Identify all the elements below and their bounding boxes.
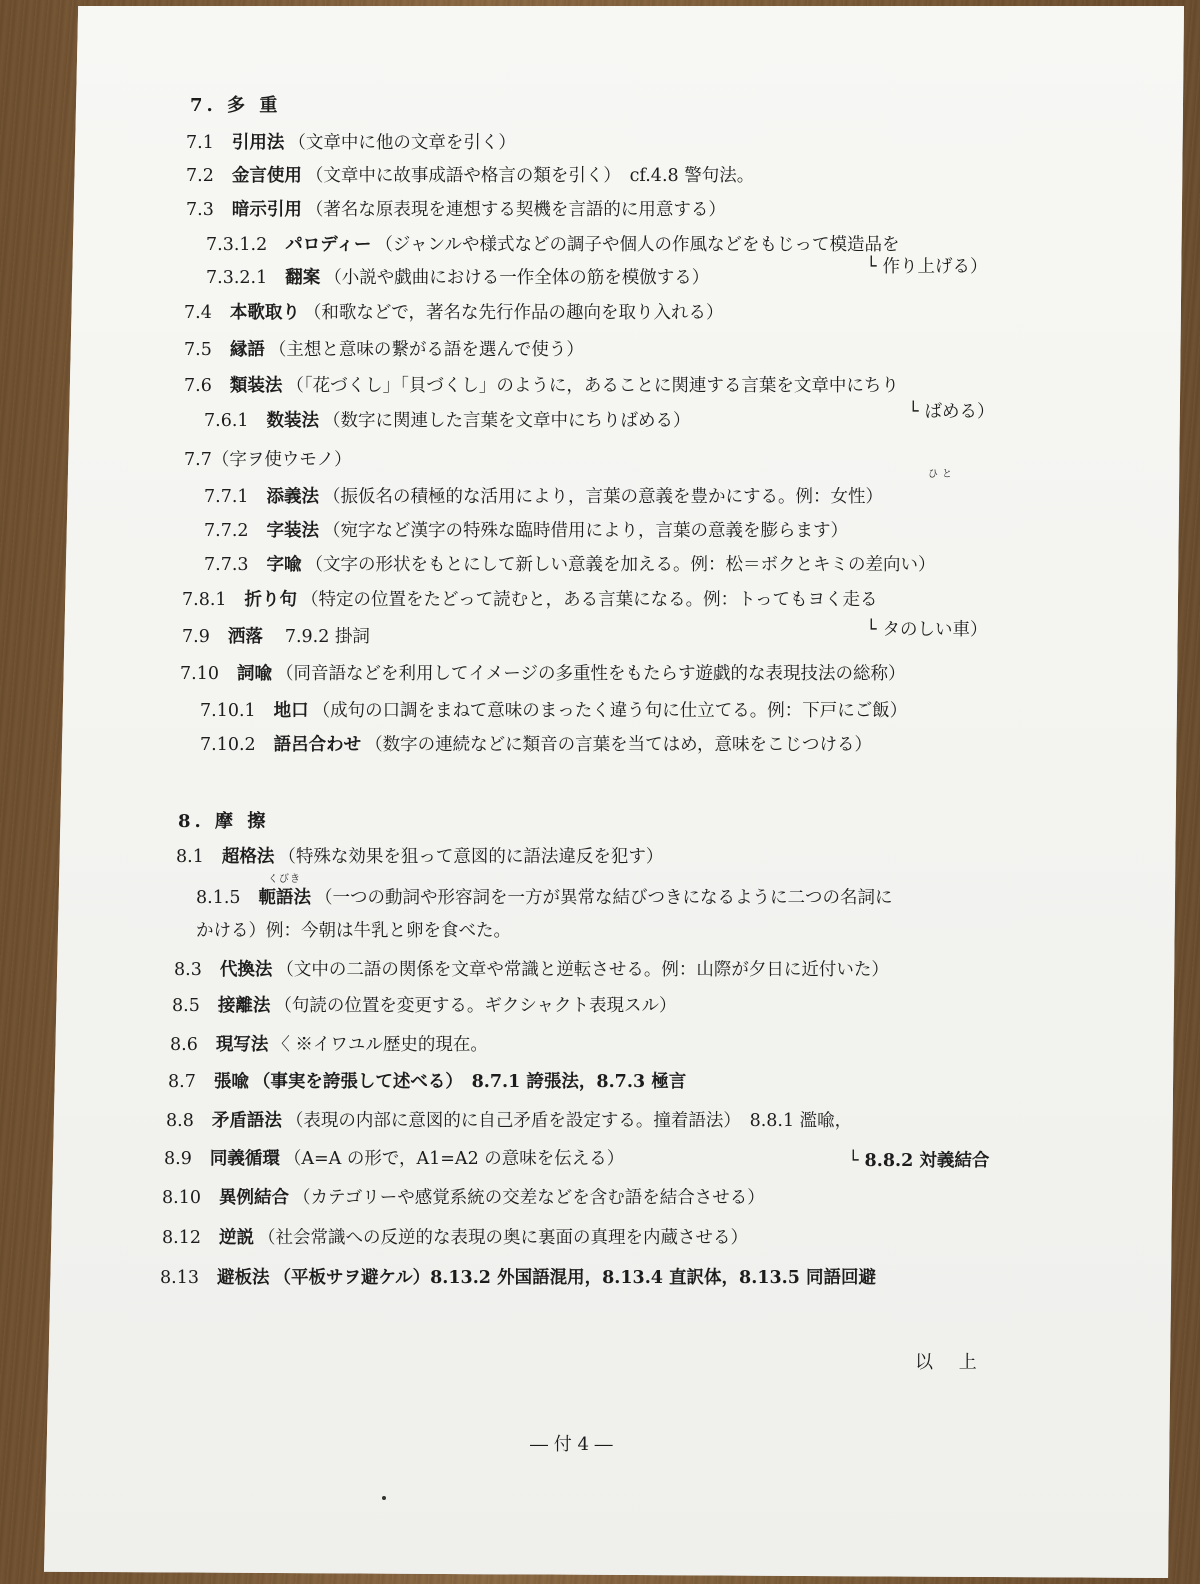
item-7-10: 7.10 詞喩 （同音語などを利用してイメージの多重性をもたらす遊戯的な表現技法の総称） (180, 664, 906, 684)
item-7-10-1: 7.10.1 地口 （成句の口調をまねて意味のまったく違う句に仕立てる。例：下戸にご飯） (200, 701, 908, 721)
item-7-3-2-1: 7.3.2.1 翻案 （小説や戯曲における一作全体の筋を模倣する） (206, 268, 710, 288)
section-8-title: 8. 摩 擦 (178, 811, 270, 832)
item-7-3-1-2: 7.3.1.2 パロディー （ジャンルや様式などの調子や個人の作風などをもじって模造品を (206, 235, 900, 255)
item-8-12: 8.12 逆説 （社会常識への反逆的な表現の奥に裏面の真理を内蔵させる） (162, 1228, 748, 1248)
item-7-7-1: 7.7.1 添義法 （振仮名の積極的な活用により，言葉の意義を豊かにする。例：女性） (204, 487, 884, 507)
corner-hook-icon: └ (848, 1151, 859, 1171)
item-8-5: 8.5 接離法 （句読の位置を変更する。ギクシャクト表現スル） (172, 996, 677, 1016)
item-7-2: 7.2 金言使用 （文章中に故事成語や格言の類を引く） cf.4.8 警句法。 (186, 166, 755, 186)
item-8-7: 8.7 張喩 （事実を誇張して述べる） 8.7.1 誇張法，8.7.3 極言 (168, 1072, 687, 1092)
corner-hook-icon: └ (866, 257, 877, 277)
ruby-annotation: くびき (268, 874, 301, 885)
closing-text: 以 上 (915, 1352, 987, 1373)
item-7-7-2: 7.7.2 字装法 （宛字など漢字の特殊な臨時借用により，言葉の意義を膨らます） (204, 521, 849, 541)
item-8-10: 8.10 異例結合 （カテゴリーや感覚系統の交差などを含む語を結合させる） (162, 1188, 765, 1208)
item-8-1-5: 8.1.5 軛語法 （一つの動詞や形容詞を一方が異常な結びつきになるように二つの名詞に (196, 888, 893, 908)
item-8-1: 8.1 超格法 （特殊な効果を狙って意図的に語法違反を犯す） (176, 847, 664, 867)
item-8-9: 8.9 同義循環 （A=A の形で，A1=A2 の意味を伝える） (164, 1149, 625, 1169)
ruby-annotation: ひと (928, 469, 956, 480)
continuation-parody: └ 作り上げる） (866, 257, 988, 277)
item-7-10-2: 7.10.2 語呂合わせ （数字の連続などに類音の言葉を当てはめ，意味をこじつける） (200, 735, 872, 755)
item-7-6-1: 7.6.1 数装法 （数字に関連した言葉を文章中にちりばめる） (204, 411, 691, 431)
item-8-3: 8.3 代換法 （文中の二語の関係を文章や常識と逆転させる。例：山際が夕日に近付いた） (174, 960, 889, 980)
item-7-4: 7.4 本歌取り （和歌などで，著名な先行作品の趣向を取り入れる） (184, 303, 724, 323)
page-number-footer: ― 付 4 ― (530, 1434, 613, 1455)
continuation-ruisou: └ ばめる） (908, 402, 995, 422)
item-8-1-5-cont: かける）例：今朝は牛乳と卵を食べた。 (196, 921, 511, 941)
item-7-8-1: 7.8.1 折り句 （特定の位置をたどって読むと，ある言葉になる。例：トってもヨく走る (182, 590, 878, 610)
item-7-7-3: 7.7.3 字喩 （文字の形状をもとにして新しい意義を加える。例：松＝ボクとキミの差向い） (204, 555, 936, 575)
continuation-taigi: └ 8.8.2 対義結合 (848, 1151, 990, 1171)
item-7-3: 7.3 暗示引用 （著名な原表現を連想する契機を言語的に用意する） (186, 200, 726, 220)
corner-hook-icon: └ (866, 620, 877, 640)
item-7-1: 7.1 引用法 （文章中に他の文章を引く） (186, 133, 516, 153)
item-7-5: 7.5 縁語 （主想と意味の繋がる語を選んで使う） (184, 340, 584, 360)
item-7-6: 7.6 類装法 （「花づくし」「貝づくし」のように，あることに関連する言葉を文章中にちり (184, 376, 899, 396)
item-8-8: 8.8 矛盾語法 （表現の内部に意図的に自己矛盾を設定する。撞着語法） 8.8.1 濫喩， (166, 1111, 853, 1131)
section-7-title: 7. 多 重 (190, 95, 282, 116)
paper-speck (382, 1496, 386, 1500)
continuation-oriku: └ タのしい車） (866, 620, 988, 640)
item-7-9: 7.9 洒落 7.9.2 掛詞 (182, 627, 370, 647)
item-7-7: 7.7（字ヲ使ウモノ） (184, 450, 352, 470)
item-8-13: 8.13 避板法 （平板サヲ避ケル）8.13.2 外国語混用，8.13.4 直訳体，8.13.5 同語回避 (160, 1268, 877, 1288)
corner-hook-icon: └ (908, 402, 919, 422)
item-8-6: 8.6 現写法 〈 ※イワユル歴史的現在。 (170, 1035, 488, 1055)
